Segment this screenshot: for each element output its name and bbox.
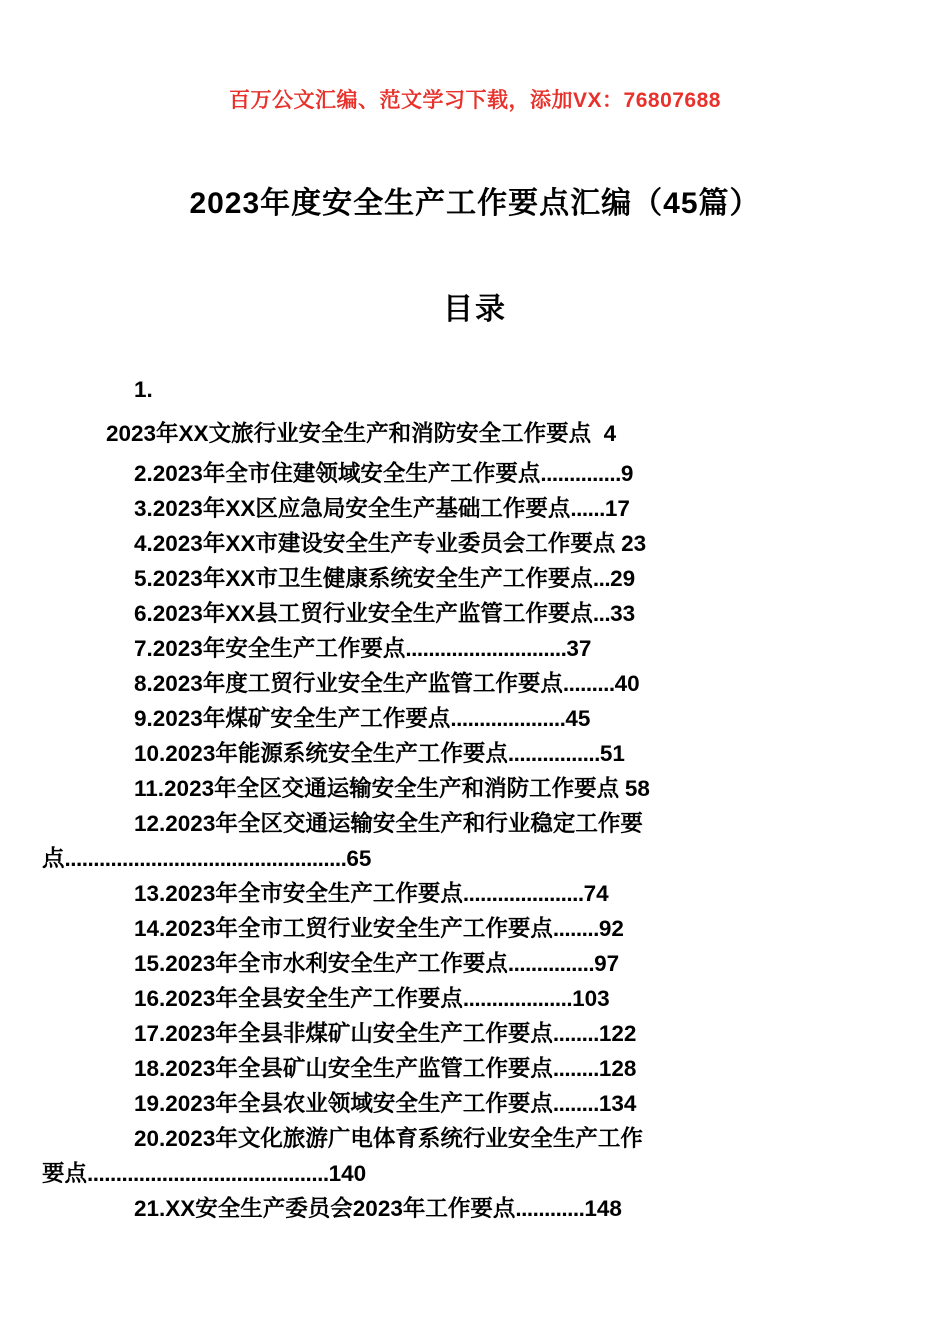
toc-entry-number: 12. <box>134 811 166 836</box>
toc-entry-page: 9 <box>620 461 634 486</box>
toc-entry-15[interactable] <box>88 946 818 981</box>
toc-entry-label-cont: 要点 <box>42 1161 88 1186</box>
toc-entry-page: 122 <box>598 1021 637 1046</box>
toc-entry-label: 2023年全市安全生产工作要点 <box>165 881 463 906</box>
toc-entry-3[interactable] <box>88 491 818 526</box>
toc-entry-number: 3. <box>134 496 153 521</box>
toc-entry-number: 11. <box>134 776 165 801</box>
toc-leader-dots: ..................... <box>462 881 584 906</box>
toc-entry-20[interactable] <box>42 1121 818 1191</box>
toc-entry-number: 14. <box>134 916 166 941</box>
toc-leader-dots: ........ <box>552 1056 599 1081</box>
toc-entry-10[interactable] <box>88 736 818 771</box>
toc-entry-number: 10. <box>134 741 166 766</box>
toc-entry-number: 20. <box>134 1126 166 1151</box>
toc-entry-label: 2023年全县安全生产工作要点 <box>165 986 463 1011</box>
toc-entry-19[interactable] <box>88 1086 818 1121</box>
toc-entry-page: 65 <box>346 846 372 871</box>
toc-entry-number: 2. <box>134 461 153 486</box>
toc-entry-page: 37 <box>566 636 592 661</box>
toc-entry-label: 2023年煤矿安全生产工作要点 <box>152 706 451 731</box>
toc-leader-dots: .................... <box>450 706 566 731</box>
toc-entry-page: 29 <box>610 566 636 591</box>
toc-entry-page: 148 <box>584 1196 622 1221</box>
toc-entry-page: 40 <box>614 671 640 696</box>
toc-entry-number: 13. <box>134 881 166 906</box>
toc-entry-label: 2023年全区交通运输安全生产和行业稳定工作要 <box>165 811 643 836</box>
toc-entry-label: 2023年XX区应急局安全生产基础工作要点 <box>152 496 571 521</box>
toc-entry-page: 134 <box>598 1091 637 1116</box>
toc-entry-label: 2023年安全生产工作要点 <box>152 636 406 661</box>
toc-leader-dots: ............ <box>515 1196 585 1221</box>
toc-entry-9[interactable] <box>88 701 818 736</box>
toc-entry-number: 9. <box>134 706 153 731</box>
toc-leader-dots: ............................ <box>405 636 567 661</box>
toc-entry-label: 2023年文化旅游广电体育系统行业安全生产工作 <box>165 1126 643 1151</box>
table-of-contents <box>42 368 818 1226</box>
toc-entry-label: XX安全生产委员会2023年工作要点 <box>165 1196 516 1221</box>
toc-entry-number: 16. <box>134 986 166 1011</box>
toc-entry-number: 19. <box>134 1091 166 1116</box>
toc-entry-number: 17. <box>134 1021 166 1046</box>
toc-entry-label-cont: 点 <box>42 846 65 871</box>
toc-entry-page: 51 <box>599 741 625 766</box>
toc-leader-dots: ......... <box>562 671 615 696</box>
toc-entry-16[interactable] <box>88 981 818 1016</box>
page-title: 2023年度安全生产工作要点汇编（45篇） <box>189 187 761 220</box>
toc-entry-label: 2023年全县矿山安全生产监管工作要点 <box>165 1056 553 1081</box>
toc-entry-page: 4 <box>603 421 617 446</box>
toc-entry-8[interactable] <box>88 666 818 701</box>
toc-entry-page: 58 <box>624 776 650 801</box>
toc-entry-21[interactable] <box>88 1191 818 1226</box>
toc-entry-18[interactable] <box>88 1051 818 1086</box>
toc-entry-label: 2023年全县农业领域安全生产工作要点 <box>165 1091 553 1116</box>
toc-entry-17[interactable] <box>88 1016 818 1051</box>
toc-entry-page: 97 <box>594 951 620 976</box>
toc-entry-line2 <box>88 412 818 456</box>
toc-entry-12[interactable] <box>42 806 818 876</box>
toc-entry-label: 2023年全市水利安全生产工作要点 <box>165 951 508 976</box>
toc-entry-2[interactable] <box>88 456 818 491</box>
toc-entry-label: 2023年XX文旅行业安全生产和消防安全工作要点 <box>106 421 592 446</box>
toc-entry-label: 2023年度工贸行业安全生产监管工作要点 <box>152 671 563 696</box>
toc-entry-5[interactable] <box>88 561 818 596</box>
toc-entry-page: 33 <box>610 601 636 626</box>
toc-entry-label: 2023年全市工贸行业安全生产工作要点 <box>165 916 553 941</box>
toc-entry-number: 7. <box>134 636 153 661</box>
toc-leader-dots: .............. <box>540 461 621 486</box>
toc-entry-11[interactable] <box>88 771 818 806</box>
toc-entry-page: 92 <box>598 916 624 941</box>
toc-leader-dots: ................................................. <box>64 846 347 871</box>
toc-entry-label: 2023年XX市建设安全生产专业委员会工作要点 <box>152 531 616 556</box>
toc-entry-page: 17 <box>604 496 630 521</box>
toc-leader-dots: ...... <box>570 496 605 521</box>
toc-entry-number: 4. <box>134 531 153 556</box>
toc-leader-dots: ................... <box>462 986 573 1011</box>
toc-entry-page: 23 <box>621 531 647 556</box>
toc-entry-page: 45 <box>565 706 591 731</box>
toc-leader-dots: .......................................... <box>87 1161 329 1186</box>
toc-entry-number: 1. <box>134 377 153 402</box>
toc-entry-4[interactable] <box>88 526 818 561</box>
toc-entry-continuation <box>42 1156 818 1191</box>
toc-heading: 目录 <box>443 293 507 326</box>
toc-entry-label: 2023年XX市卫生健康系统安全生产工作要点 <box>152 566 593 591</box>
toc-entry-label: 2023年XX县工贸行业安全生产监管工作要点 <box>152 601 593 626</box>
toc-entry-label: 2023年全区交通运输安全生产和消防工作要点 <box>164 776 620 801</box>
toc-entry-number: 21. <box>134 1196 166 1221</box>
toc-leader-dots: ... <box>592 601 611 626</box>
toc-entry-label: 2023年能源系统安全生产工作要点 <box>165 741 508 766</box>
watermark-text: 百万公文汇编、范文学习下载，添加VX：76807688 <box>229 89 721 112</box>
toc-entry-label: 2023年全市住建领域安全生产工作要点 <box>152 461 541 486</box>
toc-entry-number: 8. <box>134 671 153 696</box>
toc-leader-dots: ... <box>592 566 611 591</box>
toc-entry-14[interactable] <box>88 911 818 946</box>
toc-entry-page: 128 <box>598 1056 637 1081</box>
toc-entry-continuation <box>42 841 818 876</box>
toc-entry-number: 15. <box>134 951 166 976</box>
toc-entry-6[interactable] <box>88 596 818 631</box>
toc-entry-7[interactable] <box>88 631 818 666</box>
toc-leader-dots: ............... <box>507 951 595 976</box>
toc-entry-page: 74 <box>583 881 609 906</box>
toc-entry-number: 5. <box>134 566 153 591</box>
toc-entry-number: 18. <box>134 1056 166 1081</box>
toc-leader-dots: ........ <box>552 1021 599 1046</box>
toc-entry-13[interactable] <box>88 876 818 911</box>
toc-leader-dots: ........ <box>552 1091 599 1116</box>
toc-leader-dots: ........ <box>552 916 599 941</box>
toc-entry-page: 140 <box>328 1161 367 1186</box>
toc-entry-1[interactable] <box>88 368 818 456</box>
toc-entry-page: 103 <box>572 986 610 1011</box>
toc-entry-label: 2023年全县非煤矿山安全生产工作要点 <box>165 1021 553 1046</box>
toc-entry-number: 6. <box>134 601 153 626</box>
toc-leader-dots: ................ <box>507 741 600 766</box>
